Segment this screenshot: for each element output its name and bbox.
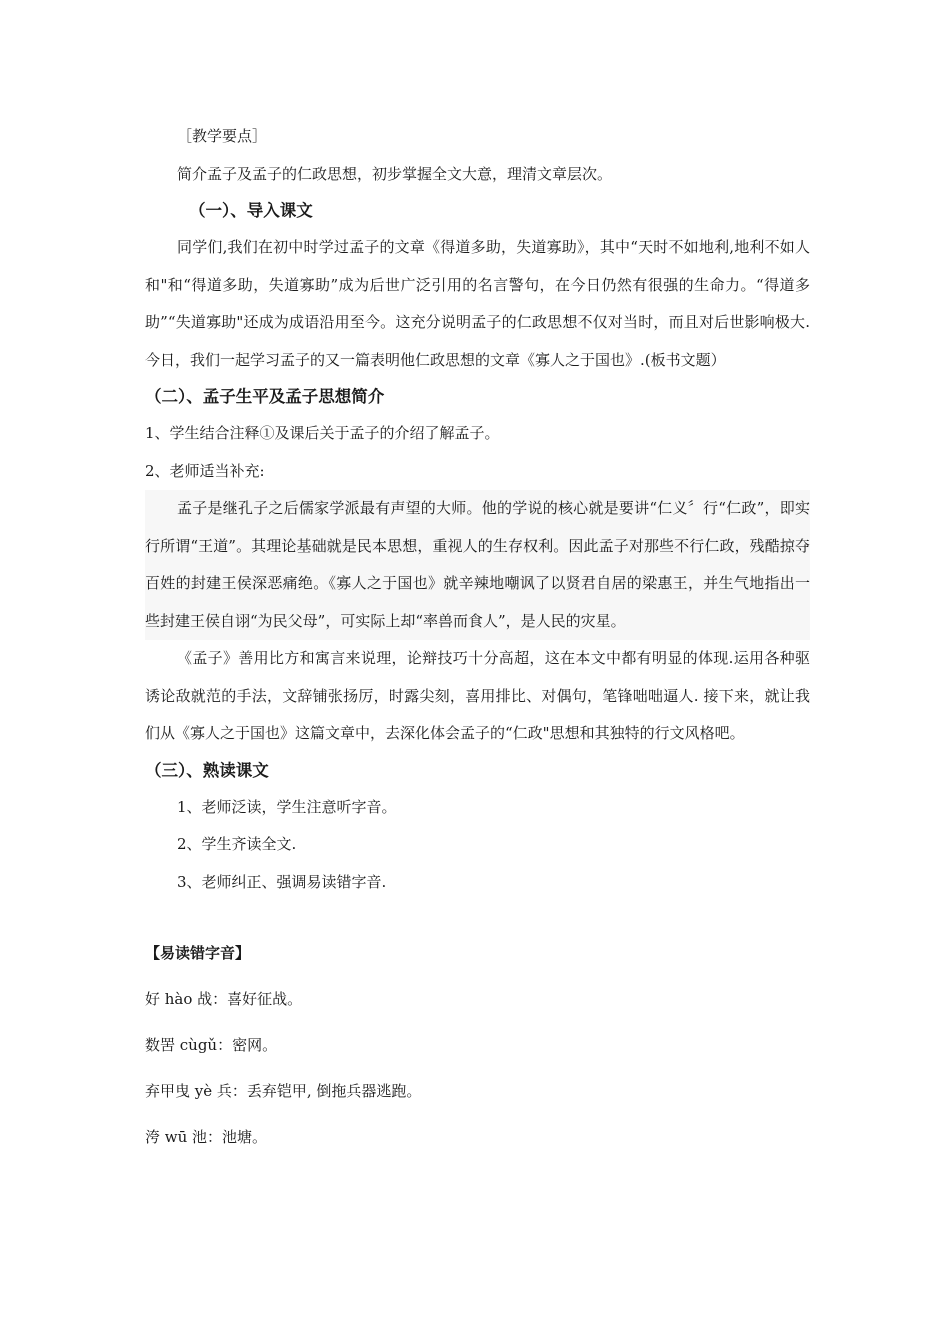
vocab-item: 好 hào 战：喜好征战。 xyxy=(145,990,303,1008)
vocab-item: 弃甲曳 yè 兵：丢弃铠甲, 倒拖兵器逃跑。 xyxy=(145,1082,422,1100)
vocab-item: 数罟 cùgǔ：密网。 xyxy=(145,1036,278,1054)
reading-steps-list xyxy=(145,789,810,902)
document-page xyxy=(145,118,810,1149)
section-heading-mencius: （二）、孟子生平及孟子思想简介 xyxy=(145,387,385,406)
list-item: 2、学生齐读全文. xyxy=(177,835,297,853)
section-heading-intro: （一）、导入课文 xyxy=(189,201,313,220)
mencius-shaded-paragraph: 孟子是继孔子之后儒家学派最有声望的大师。他的学说的核心就是要讲“仁义〞行“仁政”，即实行所谓“王道”。其理论基础就是民本思想，重视人的生存权利。因此孟子对那些不行仁政，残酷掠夺百姓的封建王侯深恶痛绝。《寡人之于国也》就辛辣地嘲讽了以贤君自居的梁惠王，并生气地指出一些封建王侯自诩“为民父母”，可实际上却“率兽而食人”，是人民的灾星。 xyxy=(145,499,810,630)
list-item: 1、老师泛读，学生注意听字音。 xyxy=(177,797,397,816)
vocab-item: 洿 wū 池：池塘。 xyxy=(145,1128,268,1146)
section-heading-reading: （三）、熟读课文 xyxy=(145,760,269,780)
mencius-item-1: 1、学生结合注释①及课后关于孟子的介绍了解孟子。 xyxy=(145,424,500,442)
mencius-item-2: 2、老师适当补充: xyxy=(145,461,265,480)
vocab-title: 【易读错字音】 xyxy=(145,944,251,962)
teaching-points-text: 简介孟子及孟子的仁政思想，初步掌握全文大意，理清文章层次。 xyxy=(177,164,613,183)
shaded-block xyxy=(145,490,810,640)
teaching-points-label: ［教学要点］ xyxy=(177,127,268,145)
intro-paragraph: 同学们,我们在初中时学过孟子的文章《得道多助，失道寡助》，其中“天时不如地利,地利不如人和"和“得道多助，失道寡助”成为后世广泛引用的名言警句，在今日仍然有很强的生命力。“得道多助”“失道寡助"还成为成语沿用至今。这充分说明孟子的仁政思想不仅对当时，而且对后世影响极大.今日，我们一起学习孟子的又一篇表明他仁政思想的文章《寡人之于国也》.(板书文题） xyxy=(145,238,810,369)
list-item: 3、老师纠正、强调易读错字音. xyxy=(177,872,387,891)
mencius-style-paragraph: 《孟子》善用比方和寓言来说理，论辩技巧十分高超，这在本文中都有明显的体现.运用各种驱诱论敌就范的手法，文辞铺张扬厉，时露尖刻，喜用排比、对偶句，笔锋咄咄逼人. 接下来，就让我们从《寡人之于国也》这篇文章中，去深化体会孟子的“仁政"思想和其独特的行文风格吧。 xyxy=(145,649,810,742)
